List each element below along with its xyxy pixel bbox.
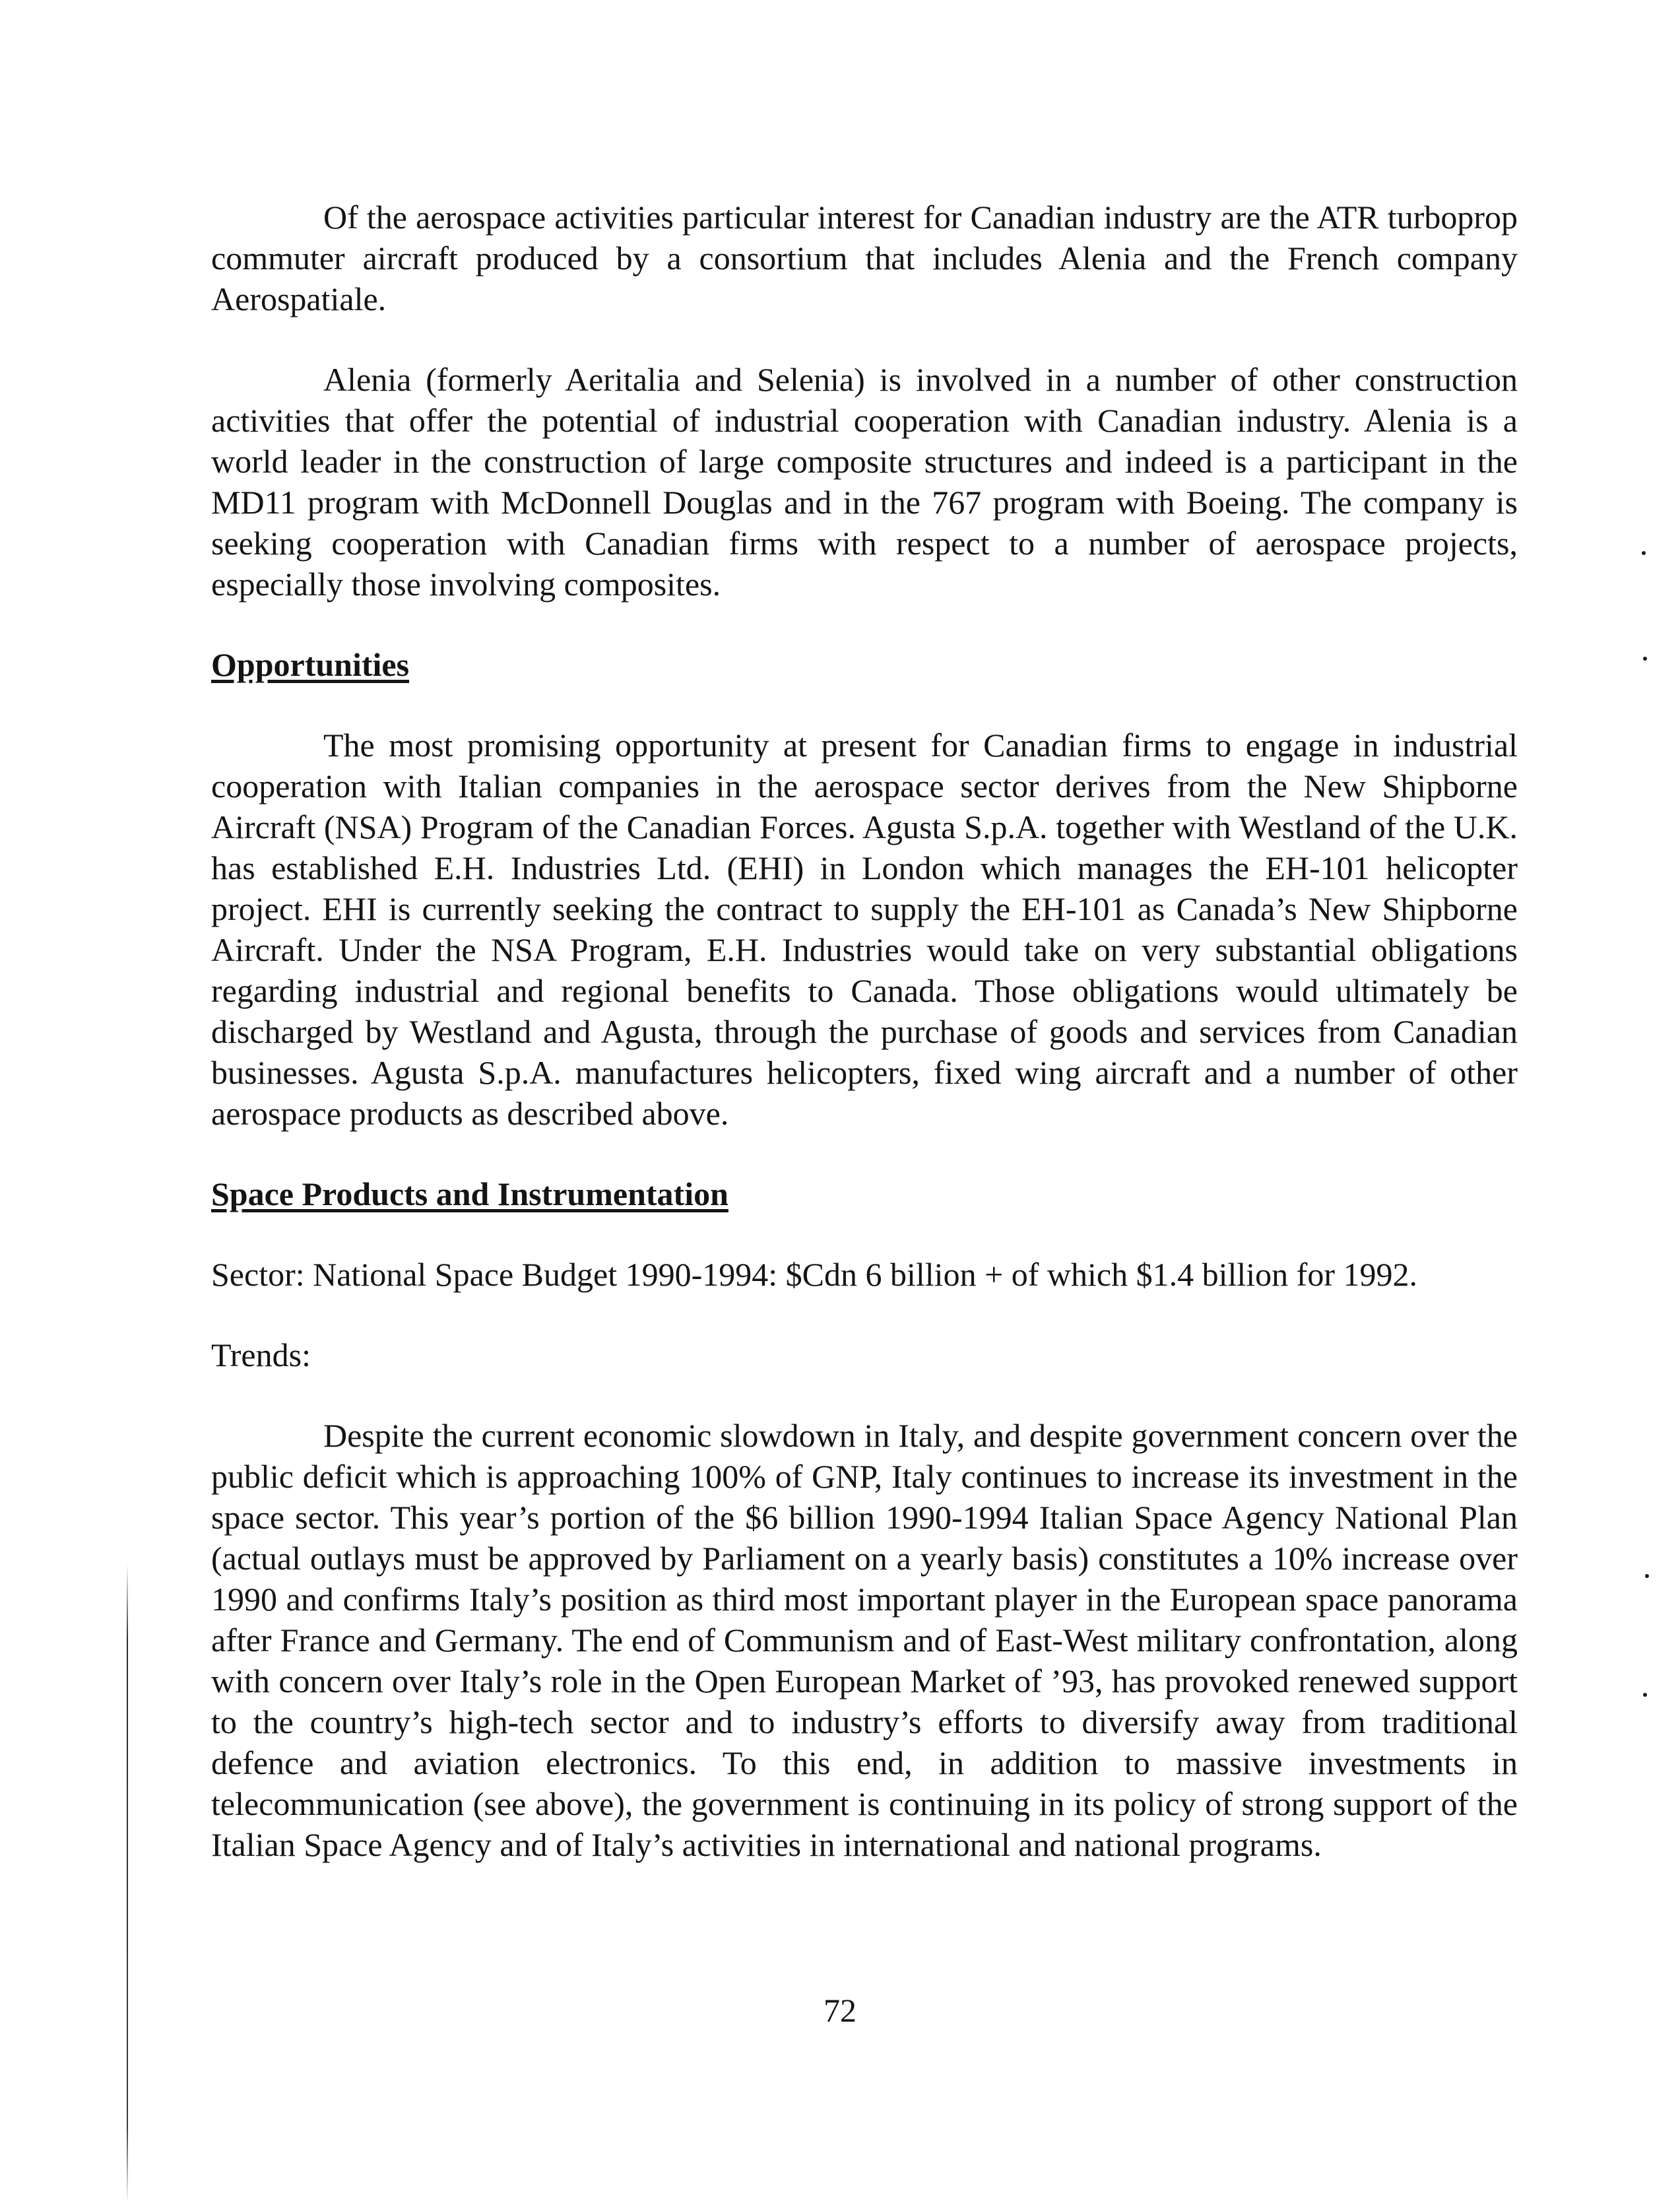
paragraph-trends: Despite the current economic slowdown in Italy, and despite government concern over the public deficit which is approaching 100% of GNP, Italy continues to increase its investment in the space sector. This year’s portion of the $6 billion 1990-1994 Italian Space Agency National Plan (actual outlays must be approved by Parliament on a yearly basis) constitutes a 10% increase over 1990 and confirms Italy’s position as third most important player in the European space panorama after France and Germany. The end of Communism and of East-West military confrontation, along with concern over Italy’s role in the Open European Market of ’93, has provoked renewed support to the country’s high-tech sector and to industry’s efforts to diversify away from traditional defence and aviation electronics. To this end, in addition to massive investments in telecommunication (see above), the government is continuing in its policy of strong support of the Italian Space Agency and of Italy’s activities in international and national programs. bbox=[211, 1417, 1518, 1863]
trends-label: Trends: bbox=[211, 1336, 311, 1373]
page-number: 72 bbox=[824, 1992, 856, 2029]
scan-edge-line bbox=[127, 1564, 128, 2203]
paragraph-atr: Of the aerospace activities particular interest for Canadian industry are the ATR turboprop commuter aircraft produced by a consortium that includes Alenia and the French company Aerospatiale. bbox=[211, 199, 1518, 317]
paragraph-opportunities: The most promising opportunity at present for Canadian firms to engage in industrial cooperation with Italian companies in the aerospace sector derives from the New Shipborne Aircraft (NSA) Program of the Canadian Forces. Agusta S.p.A. together with Westland of the U.K. has established E.H. Industries Ltd. (EHI) in London which manages the EH-101 helicopter project. EHI is currently seeking the contract to supply the EH-101 as Canada’s New Shipborne Aircraft. Under the NSA Program, E.H. Industries would take on very substantial obligations regarding industrial and regional benefits to Canada. Those obligations would ultimately be discharged by Westland and Agusta, through the purchase of goods and services from Canadian businesses. Agusta S.p.A. manufactures helicopters, fixed wing aircraft and a number of other aerospace products as described above. bbox=[211, 727, 1518, 1132]
sector-line: Sector: National Space Budget 1990-1994: $Cdn 6 billion + of which $1.4 billion for 1992. bbox=[211, 1256, 1417, 1293]
scan-speck bbox=[1643, 1693, 1647, 1697]
heading-opportunities: Opportunities bbox=[211, 646, 410, 683]
paragraph-alenia: Alenia (formerly Aeritalia and Selenia) is involved in a number of other construction activities that offer the potential of industrial cooperation with Canadian industry. Alenia is a world leader in the construction of large composite structures and indeed is a participant in the MD11 program with McDonnell Douglas and in the 767 program with Boeing. The company is seeking cooperation with Canadian firms with respect to a number of aerospace projects, especially those involving composites. bbox=[211, 361, 1518, 603]
scan-speck bbox=[1645, 1574, 1649, 1578]
heading-space-products: Space Products and Instrumentation bbox=[211, 1175, 728, 1212]
scan-speck bbox=[1643, 657, 1647, 661]
page-body bbox=[211, 197, 1518, 1905]
scan-speck bbox=[1642, 551, 1646, 555]
